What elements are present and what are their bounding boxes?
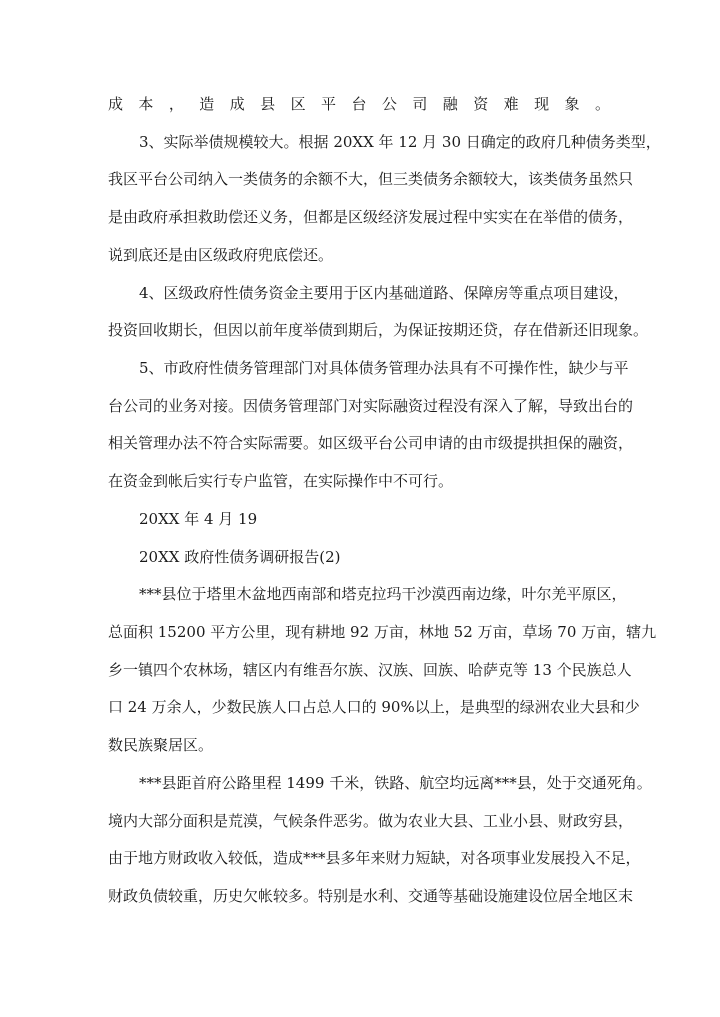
section-title: 20XX 政府性债务调研报告(2) (139, 548, 341, 566)
text-line: 是由政府承担救助偿还义务，但都是区级经济发展过程中实实在在举借的债务， (108, 208, 634, 226)
text-line: 5、市政府性债务管理部门对具体债务管理办法具有不可操作性，缺少与平 (139, 359, 629, 377)
text-line: ***县距首府公路里程 1499 千米，铁路、航空均远离***县，处于交通死角。 (139, 774, 652, 792)
text-line: 数民族聚居区。 (108, 736, 214, 754)
text-line: ***县位于塔里木盆地西南部和塔克拉玛干沙漠西南边缘，叶尔羌平原区， (139, 585, 627, 603)
text-line: 4、区级政府性债务资金主要用于区内基础道路、保障房等重点项目建设， (139, 284, 629, 302)
text-line: 财政负债较重，历史欠帐较多。特别是水利、交通等基础设施建设位居全地区末 (108, 887, 634, 905)
text-line: 投资回收期长，但因以前年度举债到期后，为保证按期还贷，存在借新还旧现象。 (108, 321, 649, 339)
text-line: 境内大部分面积是荒漠，气候条件恶劣。做为农业大县、工业小县、财政穷县， (108, 812, 634, 830)
text-line: 乡一镇四个农林场，辖区内有维吾尔族、汉族、回族、哈萨克等 13 个民族总人 (108, 661, 632, 679)
text-line: 口 24 万余人，少数民族人口占总人口的 90%以上，是典型的绿洲农业大县和少 (108, 698, 640, 716)
text-line: 总面积 15200 平方公里，现有耕地 92 万亩，林地 52 万亩，草场 70 万亩，辖九 (108, 623, 657, 641)
text-line: 我区平台公司纳入一类债务的余额不大，但三类债务余额较大，该类债务虽然只 (108, 170, 634, 188)
text-line: 由于地方财政收入较低，造成***县多年来财力短缺，对各项事业发展投入不足， (108, 849, 641, 867)
text-line: 台公司的业务对接。因债务管理部门对实际融资过程没有深入了解，导致出台的 (108, 397, 634, 415)
text-line: 相关管理办法不符合实际需要。如区级平台公司申请的由市级提拱担保的融资， (108, 434, 634, 452)
text-line: 成本，造成县区平台公司融资难现象。 (108, 95, 610, 113)
date-line: 20XX 年 4 月 19 (139, 510, 258, 528)
text-line: 3、实际举债规模较大。根据 20XX 年 12 月 30 日确定的政府几种债务类型， (139, 133, 661, 151)
text-line: 说到底还是由区级政府兜底偿还。 (108, 246, 334, 264)
text-line: 在资金到帐后实行专户监管，在实际操作中不可行。 (108, 472, 454, 490)
